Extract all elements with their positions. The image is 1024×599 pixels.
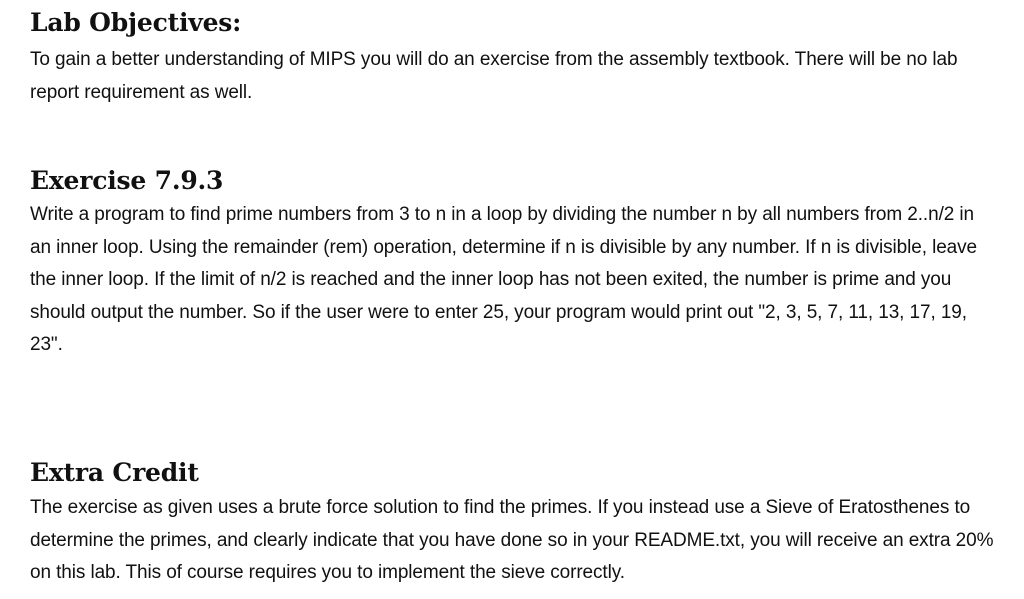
- section-body-lab-objectives: To gain a better understanding of MIPS you will do an exercise from the assembly textbook. There will be no lab report requirement as well.: [30, 49, 958, 103]
- section-body-exercise: Write a program to find prime numbers from 3 to n in a loop by dividing the number n by all numbers from 2..n/2 in an inner loop. Using the remainder (rem) operation, determine if n is divisible by any number. If n is divisible, leave the inner loop. If the limit of n/2 is reached and the inner loop has not been exited, the number is prime and you should output the number. So if the user were to enter 25, your program would print out "2, 3, 5, 7, 11, 13, 17, 19, 23".: [30, 204, 978, 355]
- section-heading-exercise: Exercise 7.9.3: [30, 166, 224, 195]
- section-heading-extra-credit: Extra Credit: [30, 458, 199, 487]
- section-heading-lab-objectives: Lab Objectives:: [30, 8, 242, 37]
- section-body-extra-credit: The exercise as given uses a brute force solution to find the primes. If you instead use a Sieve of Eratosthenes to determine the primes, and clearly indicate that you have done so in your README.txt, you will receive an extra 20% on this lab. This of course requires you to implement the sieve correctly.: [30, 497, 994, 583]
